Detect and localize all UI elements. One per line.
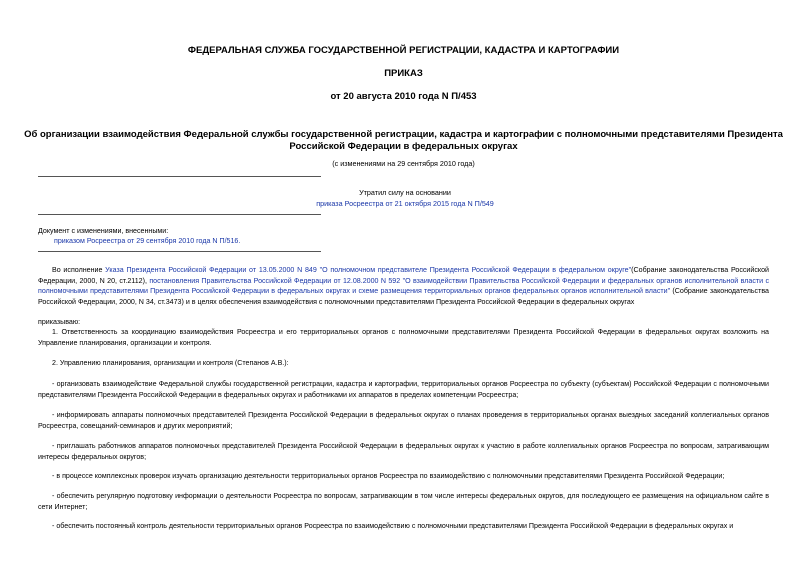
- preamble-text-1: Во исполнение: [52, 266, 106, 274]
- preamble-text-2: (Собрание законодательства Российской Федерации, 2000, N 20, ст.2112),: [38, 266, 769, 285]
- amendments-link[interactable]: приказом Росреестра от 29 сентября 2010 года N П/516.: [54, 237, 241, 245]
- bullet-1: - организовать взаимодействие Федеральной службы государственной регистрации, кадастра и картографии, территориальных органов Росреестра по субъекту (субъектам) Российской Федерации с полномочными представителями Президента Российской Федерации в федеральных округах и работниками их аппаратов в пределах компетенции Росреестра;: [38, 380, 769, 399]
- title-line-2: Российской Федерации в федеральных округах: [289, 141, 518, 152]
- title-line-1: Об организации взаимодействия Федеральной службы государственной регистрации, кадастра и картографии с полномочными представителями Президента: [24, 129, 783, 140]
- preamble-text-3: (Собрание законодательства Российской Федерации, 2000, N 34, ст.3473) и в целях обеспечения взаимодействия с полномочными представителями Президента Российской Федерации в федеральных округах: [38, 287, 769, 306]
- order-word: приказываю:: [38, 318, 81, 326]
- bullet-3: - приглашать работников аппаратов полномочных представителей Президента Российской Федерации в федеральных округах к участию в работе коллегиальных органов Росреестра по вопросам, затрагивающим интересы федеральных округов;: [38, 442, 769, 461]
- preamble-paragraph: [38, 265, 769, 307]
- resolution-592-link[interactable]: постановления Правительства Российской Федерации от 12.08.2000 N 592 "О взаимодействии Правительства Российской Федерации и федеральных органов исполнительной власти с полномочными представителями Президента Российской Федерации в федеральных округах и схеме размещения территориальных органов федеральных органов исполнительной власти": [38, 276, 769, 296]
- divider: [38, 176, 321, 177]
- doc-type-heading: ПРИКАЗ: [384, 68, 423, 79]
- decree-849-link[interactable]: Указа Президента Российской Федерации от 13.05.2000 N 849 "О полномочном представителе Президента Российской Федерации в федеральном округе": [105, 266, 632, 274]
- bullet-5: - обеспечить регулярную подготовку информации о деятельности Росреестра по вопросам, затрагивающим в том числе интересы федеральных округов, для последующего ее размещения на официальном сайте в сети Интернет;: [38, 492, 769, 511]
- bullet-4: - в процессе комплексных проверок изучать организацию деятельности территориальных органов Росреестра по взаимодействию с полномочными представителями Президента Российской Федерации;: [52, 472, 725, 480]
- revision-note: (с изменениями на 29 сентября 2010 года): [332, 159, 475, 168]
- amendments-label: Документ с изменениями, внесенными:: [38, 227, 169, 235]
- void-notice-label: Утратил силу на основании: [359, 188, 451, 197]
- date-number-heading: от 20 августа 2010 года N П/453: [330, 91, 477, 102]
- bullet-6: - обеспечить постоянный контроль деятельности территориальных органов Росреестра по взаимодействию с полномочными представителями Президента Российской Федерации в федеральных округах и: [52, 522, 734, 530]
- divider: [38, 214, 321, 215]
- divider: [38, 251, 321, 252]
- void-notice-link[interactable]: приказа Росреестра от 21 октября 2015 года N П/549: [316, 199, 494, 208]
- agency-heading: ФЕДЕРАЛЬНАЯ СЛУЖБА ГОСУДАРСТВЕННОЙ РЕГИСТРАЦИИ, КАДАСТРА И КАРТОГРАФИИ: [187, 45, 620, 56]
- bullet-2: - информировать аппараты полномочных представителей Президента Российской Федерации в федеральных округах о планах проведения в территориальных органах выездных заседаний коллегиальных органов Росреестра, совещаний-семинаров и других мероприятий;: [38, 411, 769, 430]
- item-2: 2. Управлению планирования, организации и контроля (Степанов А.В.):: [52, 359, 289, 367]
- item-1: 1. Ответственность за координацию взаимодействия Росреестра и его территориальных органов с полномочными представителями Президента Российской Федерации в федеральных округах возложить на Управление планирования, организации и контроля.: [38, 328, 769, 347]
